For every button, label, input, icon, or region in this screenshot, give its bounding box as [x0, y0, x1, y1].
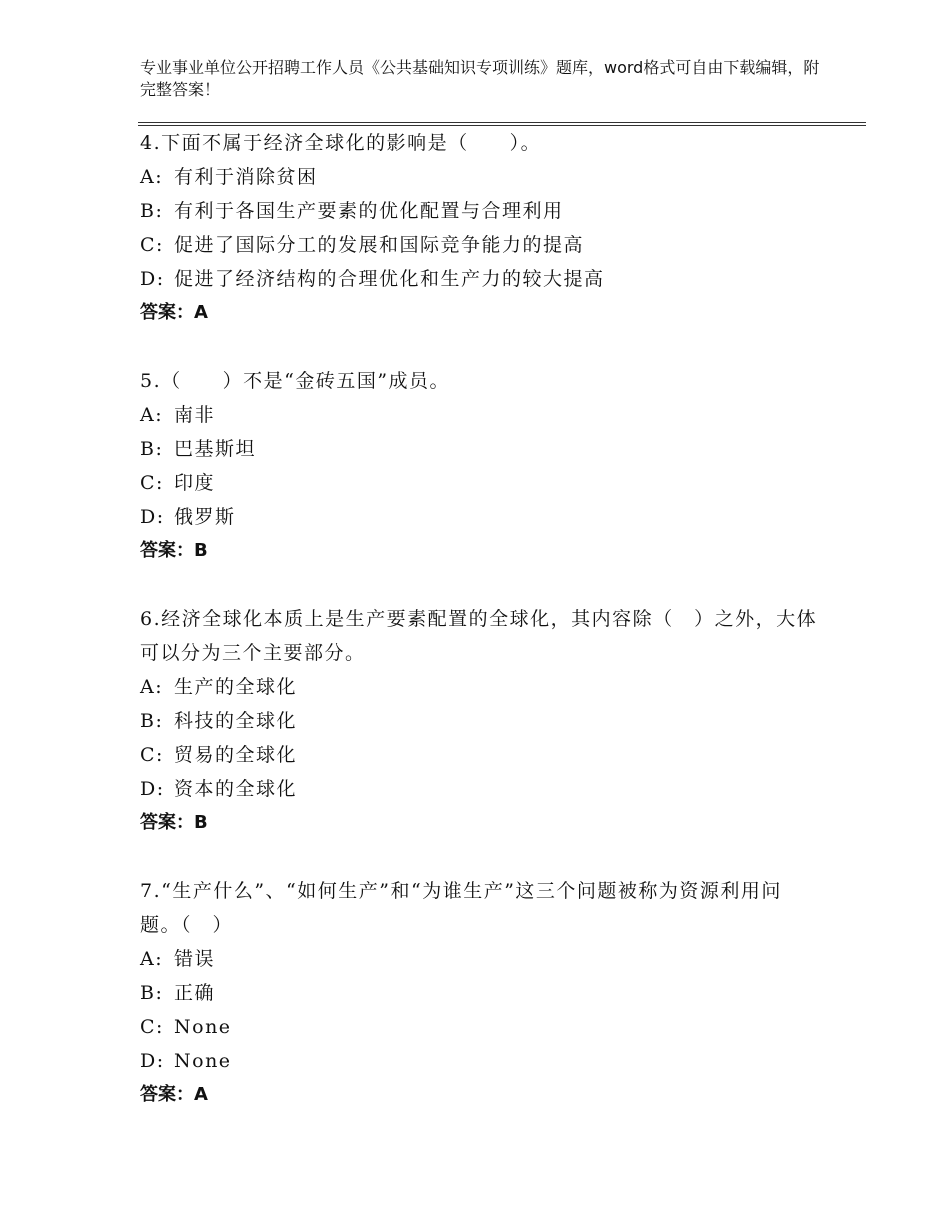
question-6	[140, 602, 820, 840]
option-letter: A:	[140, 676, 164, 698]
option-b	[140, 704, 820, 738]
option-letter: B:	[140, 200, 164, 222]
answer-label: 答案：B	[140, 812, 208, 833]
option-letter: D:	[140, 1050, 165, 1072]
question-5	[140, 364, 820, 568]
option-letter: C:	[140, 472, 164, 494]
option-text: 资本的全球化	[174, 778, 298, 800]
question-stem: 5.（ ）不是“金砖五国”成员。	[140, 370, 451, 392]
option-c	[140, 466, 820, 500]
option-letter: D:	[140, 778, 165, 800]
option-d	[140, 1044, 820, 1078]
option-c	[140, 1010, 820, 1044]
option-a	[140, 942, 820, 976]
option-letter: C:	[140, 234, 164, 256]
option-c	[140, 228, 820, 262]
question-list	[140, 126, 820, 1146]
option-d	[140, 772, 820, 806]
option-text: 正确	[174, 982, 216, 1004]
option-text: 促进了国际分工的发展和国际竞争能力的提高	[174, 234, 585, 256]
option-b	[140, 194, 820, 228]
option-b	[140, 976, 820, 1010]
option-text: 南非	[174, 404, 216, 426]
option-letter: C:	[140, 1016, 164, 1038]
option-letter: D:	[140, 268, 165, 290]
option-a	[140, 160, 820, 194]
option-b	[140, 432, 820, 466]
option-text: 促进了经济结构的合理优化和生产力的较大提高	[174, 268, 605, 290]
answer-label: 答案：B	[140, 540, 208, 561]
option-text: 贸易的全球化	[174, 744, 298, 766]
option-letter: B:	[140, 710, 164, 732]
option-letter: D:	[140, 506, 165, 528]
option-text: 错误	[174, 948, 216, 970]
option-d	[140, 500, 820, 534]
option-letter: A:	[140, 404, 164, 426]
option-letter: B:	[140, 982, 164, 1004]
answer-label: 答案：A	[140, 302, 208, 323]
question-stem: 7.“生产什么”、“如何生产”和“为谁生产”这三个问题被称为资源利用问题。（ ）	[140, 880, 782, 936]
option-text: 科技的全球化	[174, 710, 298, 732]
option-c	[140, 738, 820, 772]
question-stem: 4.下面不属于经济全球化的影响是（ ）。	[140, 132, 542, 154]
question-stem: 6.经济全球化本质上是生产要素配置的全球化，其内容除（ ）之外，大体可以分为三个主要部分。	[140, 608, 818, 664]
option-text: None	[174, 1050, 232, 1072]
question-7	[140, 874, 820, 1112]
option-letter: A:	[140, 948, 164, 970]
page-header: 专业事业单位公开招聘工作人员《公共基础知识专项训练》题库，word格式可自由下载编辑，附完整答案！	[140, 58, 820, 99]
option-text: 生产的全球化	[174, 676, 298, 698]
header-divider	[138, 122, 866, 123]
option-d	[140, 262, 820, 296]
option-a	[140, 398, 820, 432]
option-text: 印度	[174, 472, 216, 494]
option-letter: A:	[140, 166, 164, 188]
question-4	[140, 126, 820, 330]
option-text: 巴基斯坦	[174, 438, 257, 460]
option-text: 俄罗斯	[174, 506, 236, 528]
option-letter: B:	[140, 438, 164, 460]
option-letter: C:	[140, 744, 164, 766]
option-text: None	[174, 1016, 232, 1038]
option-text: 有利于各国生产要素的优化配置与合理利用	[174, 200, 564, 222]
answer-label: 答案：A	[140, 1084, 208, 1105]
option-text: 有利于消除贫困	[174, 166, 318, 188]
option-a	[140, 670, 820, 704]
